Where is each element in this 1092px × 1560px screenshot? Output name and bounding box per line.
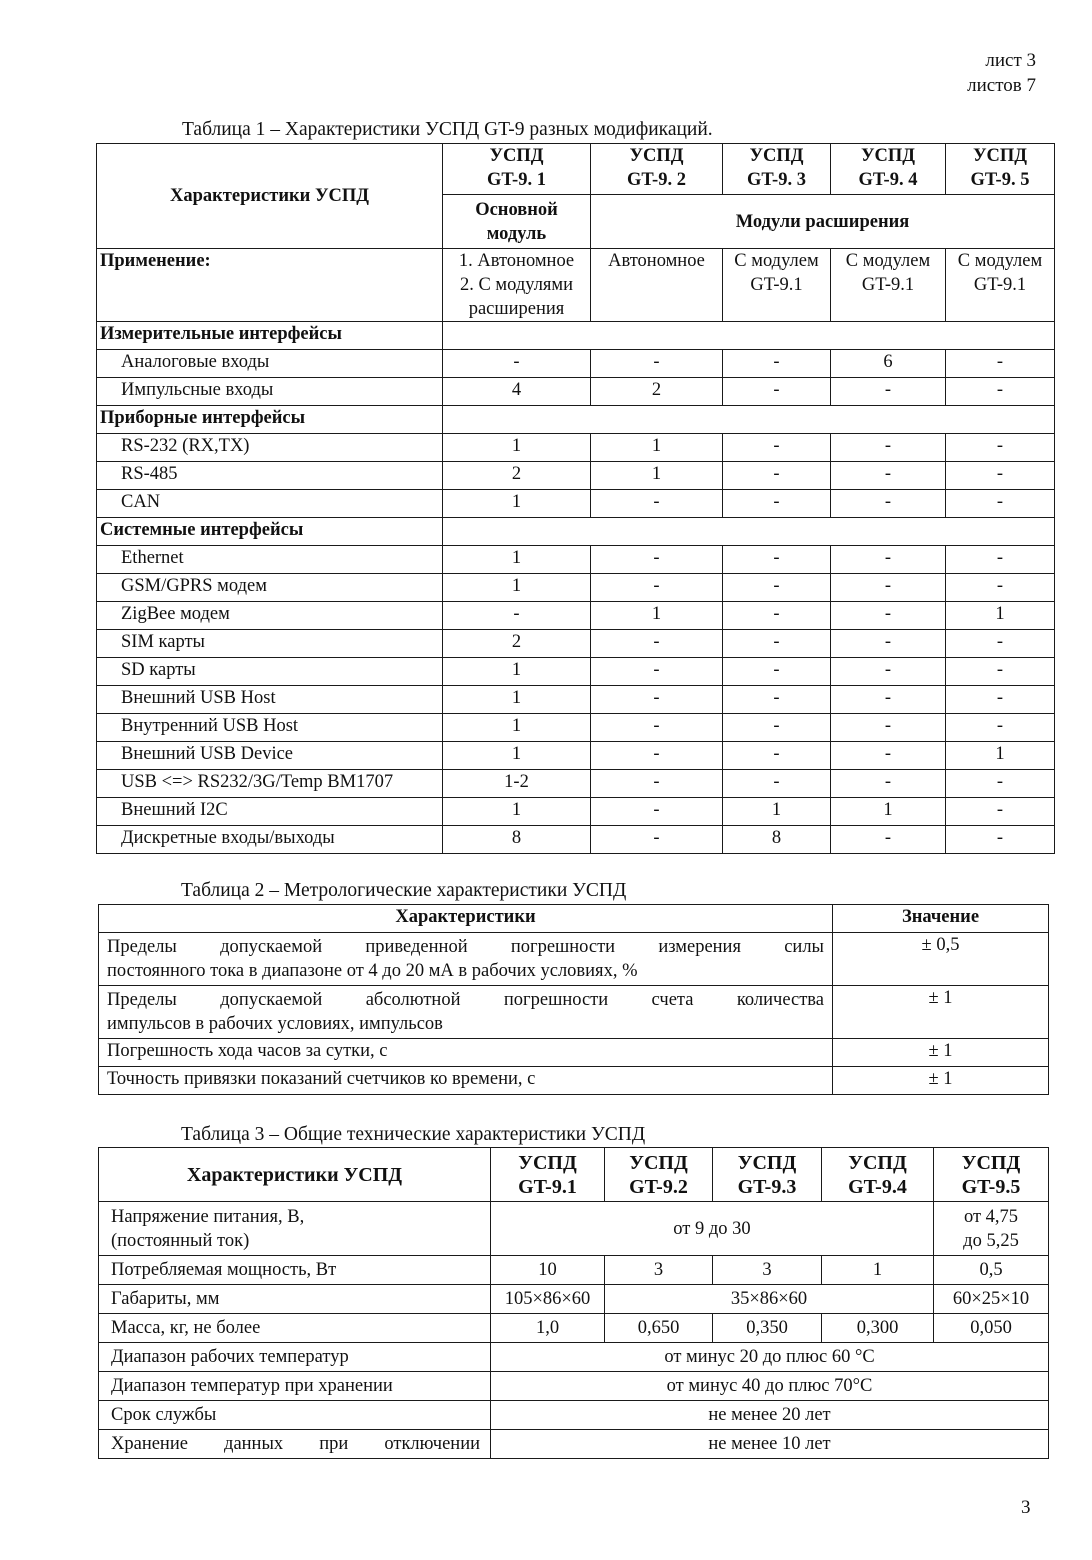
t1-row-value: - (946, 434, 1055, 462)
t1-row-value: - (831, 378, 946, 406)
t3-storage-temp-value: от минус 40 до плюс 70°С (491, 1372, 1049, 1401)
t1-row-value: - (591, 630, 723, 658)
t1-row-value: 1 (443, 490, 591, 518)
t1-row-value: 1 (831, 798, 946, 826)
t2-row-label: Пределы допускаемой приведенной погрешности измерения силы постоянного тока в диапазоне от 4 до 20 мА в рабочих условиях, % (99, 933, 833, 986)
t3-col-header: Характеристики УСПД (99, 1148, 491, 1202)
table-row (97, 574, 1055, 602)
t1-row-value: - (723, 602, 831, 630)
t1-row-value: 2 (443, 630, 591, 658)
t1-section-title: Системные интерфейсы (97, 518, 443, 546)
t1-row-value: - (946, 714, 1055, 742)
t1-application-value: С модулем GT-9.1 (831, 249, 946, 322)
t3-lifetime-value: не менее 20 лет (491, 1401, 1049, 1430)
t1-row-value: 1 (591, 602, 723, 630)
table-row (97, 462, 1055, 490)
table-row (97, 434, 1055, 462)
table-row (97, 742, 1055, 770)
t1-row-value: - (723, 490, 831, 518)
t2-row-label: Пределы допускаемой абсолютной погрешности счета количества импульсов в рабочих условиях, импульсов (99, 986, 833, 1039)
t3-mass-value: 0,300 (822, 1314, 934, 1343)
t1-row-value: - (591, 770, 723, 798)
table-row (97, 658, 1055, 686)
t1-row-value: - (946, 378, 1055, 406)
t1-application-value: С модулем GT-9.1 (723, 249, 831, 322)
table2 (98, 904, 1049, 1095)
t1-row-value: - (591, 742, 723, 770)
table-row (97, 602, 1055, 630)
t1-row-value: 1 (591, 434, 723, 462)
t1-row-name: Дискретные входы/выходы (97, 826, 443, 854)
t1-application-value: С модулем GT-9.1 (946, 249, 1055, 322)
t1-row-value: 1 (443, 714, 591, 742)
t1-section-filler (443, 406, 1055, 434)
t1-row-value: - (831, 742, 946, 770)
t1-row-value: 1 (723, 798, 831, 826)
t2-row-label: Точность привязки показаний счетчиков ко времени, с (99, 1067, 833, 1095)
t1-row-value: - (723, 434, 831, 462)
t1-row-value: - (591, 574, 723, 602)
t3-model-1: УСПД GT-9.1 (491, 1148, 605, 1202)
t3-mass-label: Масса, кг, не более (99, 1314, 491, 1343)
t1-section-filler (443, 518, 1055, 546)
t1-row-value: - (723, 742, 831, 770)
t3-voltage-label: Напряжение питания, В, (постоянный ток) (99, 1202, 491, 1256)
t1-row-value: 2 (443, 462, 591, 490)
t1-row-value: 1 (443, 658, 591, 686)
t1-row-value: - (946, 686, 1055, 714)
t2-row-label: Погрешность хода часов за сутки, с (99, 1039, 833, 1067)
t1-expansion-modules: Модули расширения (591, 195, 1055, 249)
t1-row-value: 8 (723, 826, 831, 854)
table-row (97, 798, 1055, 826)
t1-row-name: USB <=> RS232/3G/Temp BM1707 (97, 770, 443, 798)
t3-power-value: 0,5 (934, 1256, 1049, 1285)
t1-row-name: CAN (97, 490, 443, 518)
t2-row-value: ± 1 (833, 1067, 1049, 1095)
t3-power-value: 1 (822, 1256, 934, 1285)
t3-storage-temp-label: Диапазон температур при хранении (99, 1372, 491, 1401)
t1-row-name: Внешний USB Device (97, 742, 443, 770)
t1-row-value: - (946, 658, 1055, 686)
t1-model-2: УСПД GT-9. 2 (591, 144, 723, 195)
t1-row-value: 1 (591, 462, 723, 490)
t3-data-retention-value: не менее 10 лет (491, 1430, 1049, 1459)
t1-row-name: Внутренний USB Host (97, 714, 443, 742)
t1-row-value: 1 (443, 546, 591, 574)
t1-row-value: - (723, 378, 831, 406)
t3-voltage-common: от 9 до 30 (491, 1202, 934, 1256)
t3-data-retention-label: Хранение данных при отключении (99, 1430, 491, 1459)
t1-row-value: - (723, 546, 831, 574)
t1-col-header: Характеристики УСПД (97, 144, 443, 249)
t1-row-value: - (946, 798, 1055, 826)
table-row (97, 770, 1055, 798)
t3-op-temp-value: от минус 20 до плюс 60 °С (491, 1343, 1049, 1372)
t1-row-name: SIM карты (97, 630, 443, 658)
t1-row-value: 1 (443, 686, 591, 714)
table3-caption: Таблица 3 – Общие технические характеристики УСПД (181, 1124, 646, 1145)
t1-section-title: Измерительные интерфейсы (97, 322, 443, 350)
t1-row-value: - (831, 434, 946, 462)
t1-row-value: 6 (831, 350, 946, 378)
t2-header-value: Значение (833, 905, 1049, 933)
t1-row-value: - (723, 714, 831, 742)
table2-caption: Таблица 2 – Метрологические характеристики УСПД (181, 880, 627, 901)
t1-row-value: - (946, 630, 1055, 658)
t1-row-value: 1 (946, 602, 1055, 630)
table-row (97, 826, 1055, 854)
t3-lifetime-label: Срок службы (99, 1401, 491, 1430)
t1-row-value: 1 (443, 742, 591, 770)
table-row (97, 490, 1055, 518)
t1-row-value: - (946, 770, 1055, 798)
t1-row-value: - (443, 602, 591, 630)
t1-row-value: - (831, 686, 946, 714)
t1-section-filler (443, 322, 1055, 350)
t1-row-value: 8 (443, 826, 591, 854)
t3-power-label: Потребляемая мощность, Вт (99, 1256, 491, 1285)
t1-row-value: - (591, 714, 723, 742)
t2-header-characteristics: Характеристики (99, 905, 833, 933)
t1-row-name: Внешний USB Host (97, 686, 443, 714)
table-row (97, 630, 1055, 658)
t1-row-name: Внешний I2C (97, 798, 443, 826)
t1-row-value: - (723, 350, 831, 378)
t1-row-value: - (591, 686, 723, 714)
t1-row-name: GSM/GPRS модем (97, 574, 443, 602)
t1-row-value: - (591, 826, 723, 854)
t1-row-value: - (946, 546, 1055, 574)
t1-row-value: 1-2 (443, 770, 591, 798)
t1-application-value: Автономное (591, 249, 723, 322)
t3-model-4: УСПД GT-9.4 (822, 1148, 934, 1202)
t1-row-name: Аналоговые входы (97, 350, 443, 378)
t1-row-value: - (831, 658, 946, 686)
t3-dims-label: Габариты, мм (99, 1285, 491, 1314)
sheets-total: листов 7 (967, 75, 1036, 96)
t1-row-value: - (946, 462, 1055, 490)
t1-section-title: Приборные интерфейсы (97, 406, 443, 434)
t1-row-value: - (831, 630, 946, 658)
t1-row-value: - (723, 574, 831, 602)
t1-row-name: Импульсные входы (97, 378, 443, 406)
t1-row-name: ZigBee модем (97, 602, 443, 630)
t1-model-4: УСПД GT-9. 4 (831, 144, 946, 195)
t1-row-value: - (831, 490, 946, 518)
t3-mass-value: 0,650 (605, 1314, 713, 1343)
t1-row-value: - (723, 686, 831, 714)
t3-power-value: 3 (605, 1256, 713, 1285)
t1-row-value: - (723, 658, 831, 686)
t1-row-value: - (831, 462, 946, 490)
t1-row-value: - (946, 826, 1055, 854)
t1-row-value: 4 (443, 378, 591, 406)
t1-row-value: 1 (443, 574, 591, 602)
t3-power-value: 10 (491, 1256, 605, 1285)
t1-row-name: RS-485 (97, 462, 443, 490)
t1-row-value: - (831, 770, 946, 798)
t3-model-2: УСПД GT-9.2 (605, 1148, 713, 1202)
t1-application-label: Применение: (97, 249, 443, 322)
t1-row-value: - (831, 574, 946, 602)
t1-row-value: - (591, 350, 723, 378)
t1-row-value: - (831, 714, 946, 742)
page-number: 3 (1021, 1497, 1031, 1518)
t1-row-value: 1 (443, 434, 591, 462)
t3-mass-value: 0,350 (713, 1314, 822, 1343)
t1-row-value: - (723, 462, 831, 490)
table3 (98, 1147, 1049, 1459)
t1-model-5: УСПД GT-9. 5 (946, 144, 1055, 195)
t3-dims-common: 35×86×60 (605, 1285, 934, 1314)
t1-row-value: - (591, 658, 723, 686)
t1-row-value: - (831, 546, 946, 574)
t1-row-value: - (946, 490, 1055, 518)
t1-row-value: 2 (591, 378, 723, 406)
table-row (97, 350, 1055, 378)
t1-application-value: 1. Автономное 2. С модулями расширения (443, 249, 591, 322)
t1-row-name: RS-232 (RX,TX) (97, 434, 443, 462)
t1-row-value: - (946, 574, 1055, 602)
sheet-number: лист 3 (985, 50, 1036, 71)
t1-model-1: УСПД GT-9. 1 (443, 144, 591, 195)
t1-row-value: - (591, 546, 723, 574)
t1-row-value: - (831, 602, 946, 630)
table-row (97, 378, 1055, 406)
t1-row-value: - (723, 630, 831, 658)
t1-row-value: 1 (946, 742, 1055, 770)
t1-row-value: - (831, 826, 946, 854)
table-row (97, 546, 1055, 574)
t1-row-value: - (946, 350, 1055, 378)
t1-row-value: 1 (443, 798, 591, 826)
t3-mass-value: 0,050 (934, 1314, 1049, 1343)
t3-mass-value: 1,0 (491, 1314, 605, 1343)
t3-op-temp-label: Диапазон рабочих температур (99, 1343, 491, 1372)
t3-dims-gt91: 105×86×60 (491, 1285, 605, 1314)
table1 (96, 143, 1055, 854)
t1-model-3: УСПД GT-9. 3 (723, 144, 831, 195)
t3-voltage-gt95: от 4,75 до 5,25 (934, 1202, 1049, 1256)
t1-row-value: - (723, 770, 831, 798)
t1-row-value: - (591, 798, 723, 826)
t1-row-name: SD карты (97, 658, 443, 686)
t1-row-value: - (443, 350, 591, 378)
t1-row-value: - (591, 490, 723, 518)
t3-dims-gt95: 60×25×10 (934, 1285, 1049, 1314)
t3-model-3: УСПД GT-9.3 (713, 1148, 822, 1202)
t3-model-5: УСПД GT-9.5 (934, 1148, 1049, 1202)
table-row (97, 686, 1055, 714)
t2-row-value: ± 1 (833, 1039, 1049, 1067)
t3-power-value: 3 (713, 1256, 822, 1285)
t1-base-module: Основной модуль (443, 195, 591, 249)
t2-row-value: ± 0,5 (833, 933, 1049, 986)
t1-row-name: Ethernet (97, 546, 443, 574)
t1-body (97, 322, 1055, 854)
table-row (97, 714, 1055, 742)
table1-caption: Таблица 1 – Характеристики УСПД GT-9 разных модификаций. (182, 119, 713, 140)
t2-row-value: ± 1 (833, 986, 1049, 1039)
